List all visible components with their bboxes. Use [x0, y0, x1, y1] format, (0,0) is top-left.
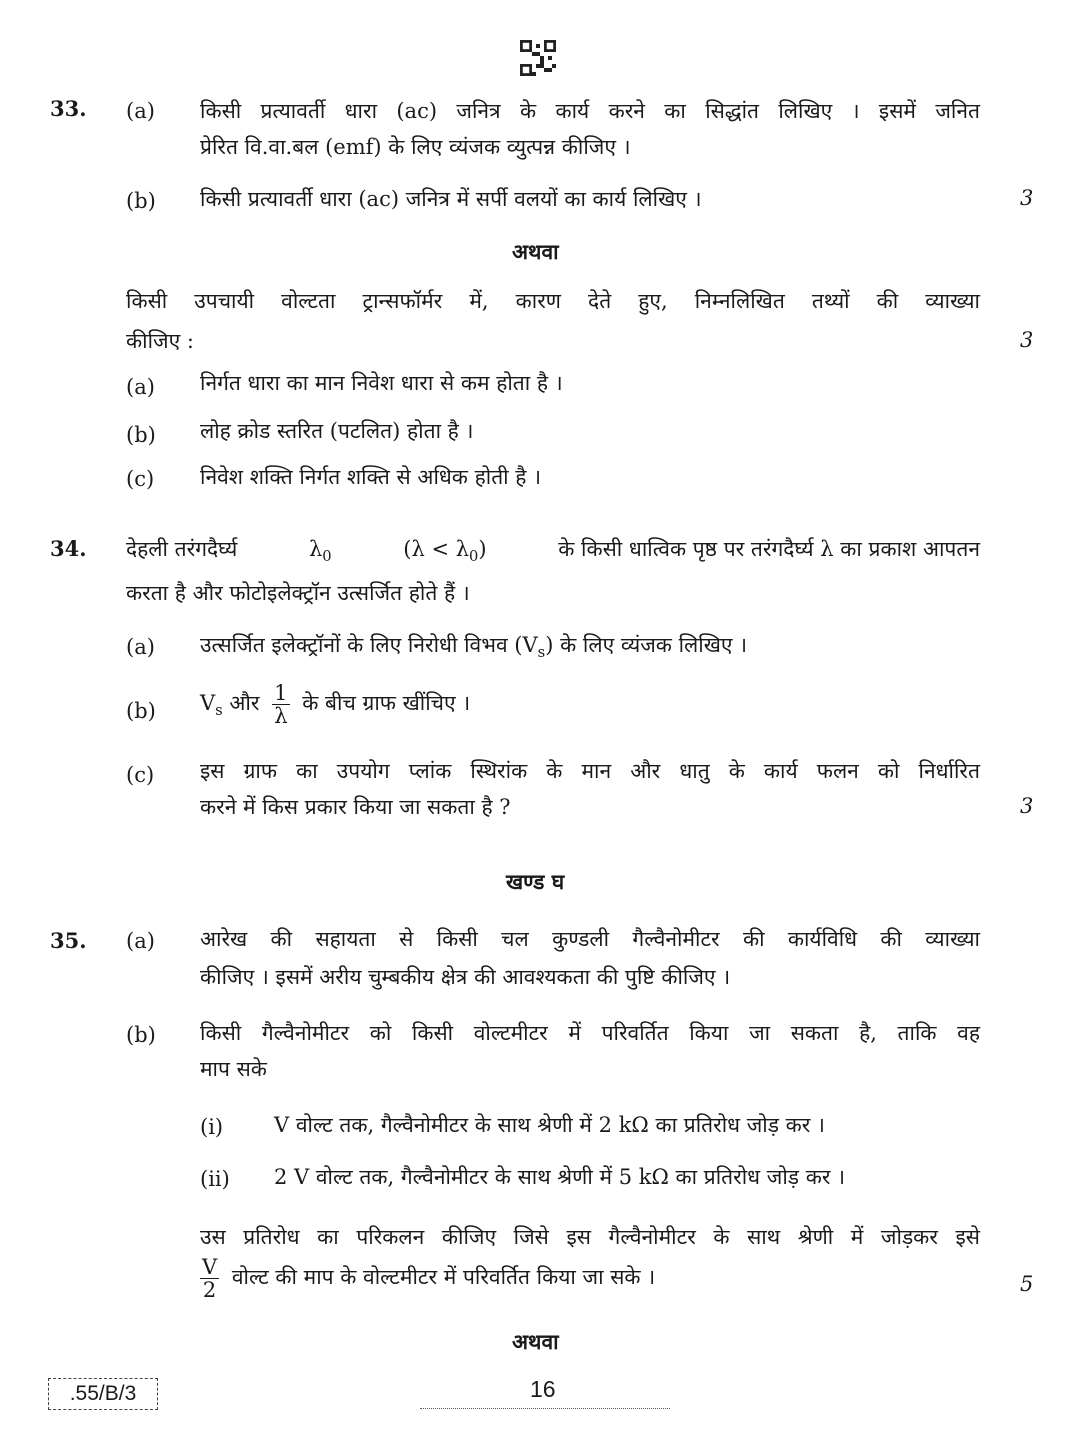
question-text: प्रेरित वि.वा.बल (emf) के लिए व्यंजक व्युत्पन्न कीजिए । — [200, 135, 631, 159]
question-number: 34. — [50, 536, 87, 561]
question-text-line — [200, 1256, 655, 1301]
or-heading: अथवा — [512, 1329, 559, 1354]
question-text: आरेख की सहायता से किसी चल कुण्डली गैल्वैनोमीटर की कार्यविधि की व्याख्या — [200, 927, 980, 951]
part-label: (c) — [126, 763, 155, 787]
part-label: (b) — [126, 699, 156, 723]
fraction-denominator: 2 — [202, 1278, 217, 1302]
question-text: के बीच ग्राफ खींचिए । — [302, 691, 471, 715]
fraction-denominator: λ — [274, 704, 288, 728]
fraction — [200, 1256, 219, 1301]
part-label: (a) — [126, 99, 155, 123]
paper-code: .55/B/3 — [48, 1378, 158, 1410]
question-text: निवेश शक्ति निर्गत शक्ति से अधिक होती है । — [200, 465, 542, 489]
footer-divider — [420, 1408, 670, 1409]
part-label: (a) — [126, 929, 155, 953]
marks: 3 — [1020, 328, 1034, 352]
question-text: माप सके — [200, 1057, 267, 1081]
question-text-line — [200, 682, 470, 727]
marks: 3 — [1020, 186, 1034, 210]
question-text: उस प्रतिरोध का परिकलन कीजिए जिसे इस गैल्वैनोमीटर के साथ श्रेणी में जोड़कर इसे — [200, 1225, 980, 1249]
question-text: करता है और फोटोइलेक्ट्रॉन उत्सर्जित होते हैं । — [126, 581, 470, 605]
question-text: करने में किस प्रकार किया जा सकता है ? — [200, 795, 511, 819]
question-text: किसी उपचायी वोल्टता ट्रान्सफॉर्मर में, कारण देते हुए, निम्नलिखित तथ्यों की व्याख्या — [126, 289, 980, 313]
question-text: और — [229, 691, 260, 715]
question-text: कीजिए । इसमें अरीय चुम्बकीय क्षेत्र की आवश्यकता की पुष्टि कीजिए । — [200, 965, 731, 989]
qr-code-icon — [520, 40, 556, 76]
inequality: $(\lambda < \lambda_0)$ — [403, 537, 487, 566]
fraction-numerator: 1 — [274, 681, 288, 705]
question-text: इस ग्राफ का उपयोग प्लांक स्थिरांक के मान और धातु के कार्य फलन को निर्धारित — [200, 759, 980, 783]
fraction-numerator: V — [202, 1255, 218, 1279]
marks: 3 — [1020, 794, 1034, 818]
fraction — [272, 682, 289, 727]
question-text: वोल्ट की माप के वोल्टमीटर में परिवर्तित किया जा सके । — [231, 1265, 656, 1289]
question-text: लोह क्रोड स्तरित (पटलित) होता है । — [200, 419, 474, 443]
section-title: खण्ड घ — [506, 869, 565, 894]
part-label: (b) — [126, 423, 156, 447]
part-label: (c) — [126, 467, 155, 491]
question-text: कीजिए : — [126, 329, 194, 353]
question-text: किसी प्रत्यावर्ती धारा (ac) जनित्र में सर्पी वलयों का कार्य लिखिए । — [200, 187, 702, 211]
question-number: 35. — [50, 928, 87, 953]
voltage-symbol: $V_s$ — [200, 691, 223, 720]
question-text: निर्गत धारा का मान निवेश धारा से कम होता है । — [200, 371, 563, 395]
question-text: V वोल्ट तक, गैल्वैनोमीटर के साथ श्रेणी में 2 kΩ का प्रतिरोध जोड़ कर । — [274, 1113, 826, 1137]
question-text-line — [200, 628, 747, 670]
question-text: देहली तरंगदैर्घ्य — [126, 537, 238, 561]
part-label: (a) — [126, 375, 155, 399]
sub-part-label: (i) — [200, 1115, 224, 1139]
page-number: 16 — [530, 1376, 556, 1402]
subscript: s — [537, 644, 546, 662]
question-text: किसी प्रत्यावर्ती धारा (ac) जनित्र के कार्य करने का सिद्धांत लिखिए । इसमें जनित — [200, 99, 980, 123]
question-number: 33. — [50, 96, 87, 121]
question-text: 2 V वोल्ट तक, गैल्वैनोमीटर के साथ श्रेणी में 5 kΩ का प्रतिरोध जोड़ कर । — [274, 1165, 846, 1189]
question-text: उत्सर्जित इलेक्ट्रॉनों के लिए निरोधी विभव (V — [200, 633, 538, 657]
part-label: (b) — [126, 1023, 156, 1047]
part-label: (a) — [126, 635, 155, 659]
sub-part-label: (ii) — [200, 1167, 230, 1191]
question-text-line — [126, 532, 980, 574]
threshold-wavelength: $\lambda_0$ — [308, 537, 332, 566]
question-text: के किसी धात्विक पृष्ठ पर तरंगदैर्घ्य λ का प्रकाश आपतन — [558, 537, 980, 561]
part-label: (b) — [126, 189, 156, 213]
question-text: किसी गैल्वैनोमीटर को किसी वोल्टमीटर में परिवर्तित किया जा सकता है, ताकि वह — [200, 1021, 980, 1045]
or-heading: अथवा — [512, 239, 559, 264]
question-text: ) के लिए व्यंजक लिखिए । — [545, 633, 748, 657]
marks: 5 — [1020, 1272, 1034, 1296]
